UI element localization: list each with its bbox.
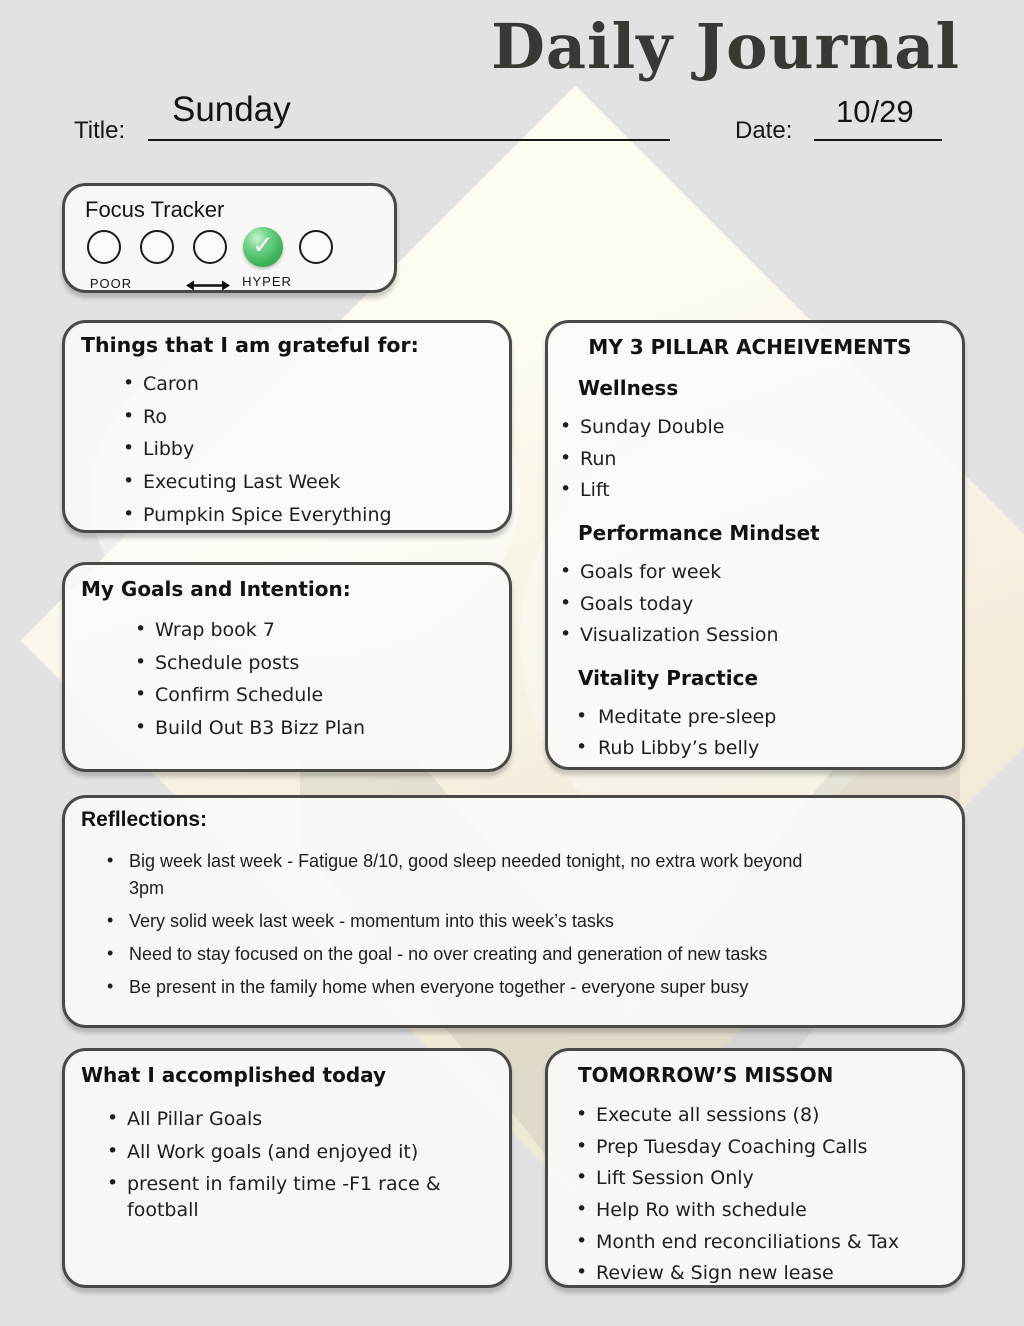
pillar-section-wellness [548,376,952,504]
date-underline[interactable] [814,139,942,141]
pillar-heading: Vitality Practice [578,665,759,690]
grateful-list [121,372,495,528]
list-item: • Lift [558,478,952,504]
focus-level[interactable] [140,230,174,264]
focus-tracker-title: Focus Tracker [85,197,225,222]
accomplished-title: What I accomplished today [81,1063,387,1087]
list-item: • Prep Tuesday Coaching Calls [574,1135,952,1161]
list-item: • Wrap book 7 [133,618,495,644]
range-arrow-icon [185,277,231,296]
check-icon: ✓ [252,230,274,261]
pillar-heading: Wellness [578,376,679,400]
grateful-title: Things that I am grateful for: [81,333,419,357]
list-item: • Meditate pre-sleep [574,705,952,731]
pillar-list [574,705,952,762]
tomorrow-list [574,1103,952,1287]
list-item: • Be present in the family home when everyone together - everyone super busy [105,974,829,1001]
list-item: • Executing Last Week [121,470,495,496]
pillar-heading: Performance Mindset [578,520,820,545]
pillar-list [558,415,952,504]
list-item: • Ro [121,405,495,431]
focus-level[interactable] [299,230,333,264]
goals-card [62,562,512,772]
list-item: • Execute all sessions (8) [574,1103,952,1129]
list-item: • Goals today [558,592,952,618]
list-item: • All Pillar Goals [105,1107,495,1133]
list-item: • Schedule posts [133,651,495,677]
title-value[interactable]: Sunday [172,90,291,129]
list-item: • Sunday Double [558,415,952,441]
list-item: • Lift Session Only [574,1166,952,1192]
goals-list [133,618,495,742]
list-item: • Caron [121,372,495,398]
grateful-card [62,320,512,533]
goals-title: My Goals and Intention: [81,577,351,601]
list-item: • Goals for week [558,560,952,586]
pillars-card [545,320,965,770]
title-label: Title: [74,117,126,144]
hyper-label: HYPER [242,274,292,289]
list-item: • Month end reconciliations & Tax [574,1230,952,1256]
poor-label: POOR [89,276,133,291]
title-underline[interactable] [148,139,670,141]
tomorrow-card [545,1048,965,1288]
focus-circles [87,230,352,264]
page-title: Daily Journal [491,10,960,83]
list-item: • Confirm Schedule [133,683,495,709]
list-item: • Rub Libby’s belly [574,736,952,762]
list-item: • Help Ro with schedule [574,1198,952,1224]
pillar-list [558,560,952,649]
list-item: • Run [558,447,952,473]
list-item: • Need to stay focused on the goal - no over creating and generation of new tasks [105,941,829,968]
list-item: • Pumpkin Spice Everything [121,503,495,529]
list-item: • All Work goals (and enjoyed it) [105,1140,495,1166]
list-item: • Build Out B3 Bizz Plan [133,716,495,742]
accomplished-card [62,1048,512,1288]
date-value[interactable]: 10/29 [836,94,914,129]
tomorrow-title: TOMORROW’S MISSON [578,1063,834,1087]
reflections-card [62,795,965,1028]
list-item: • Very solid week last week - momentum into this week’s tasks [105,908,829,935]
reflections-list [105,848,829,1001]
accomplished-list [105,1107,495,1224]
pillars-title: MY 3 PILLAR ACHEIVEMENTS [588,335,912,359]
reflections-title: Refllections: [81,808,208,831]
focus-level-checked[interactable] [243,227,283,267]
pillar-section-vitality-practice [548,666,952,762]
list-item: • present in family time -F1 race & football [105,1172,495,1223]
date-label: Date: [735,117,793,144]
list-item: • Big week last week - Fatigue 8/10, good sleep needed tonight, no extra work beyond 3pm [105,848,829,902]
focus-level[interactable] [193,230,227,264]
focus-tracker-card [62,183,397,293]
focus-level[interactable] [87,230,121,264]
list-item: • Review & Sign new lease [574,1261,952,1287]
list-item: • Visualization Session [558,623,952,649]
pillar-section-performance-mindset [548,521,952,649]
list-item: • Libby [121,437,495,463]
